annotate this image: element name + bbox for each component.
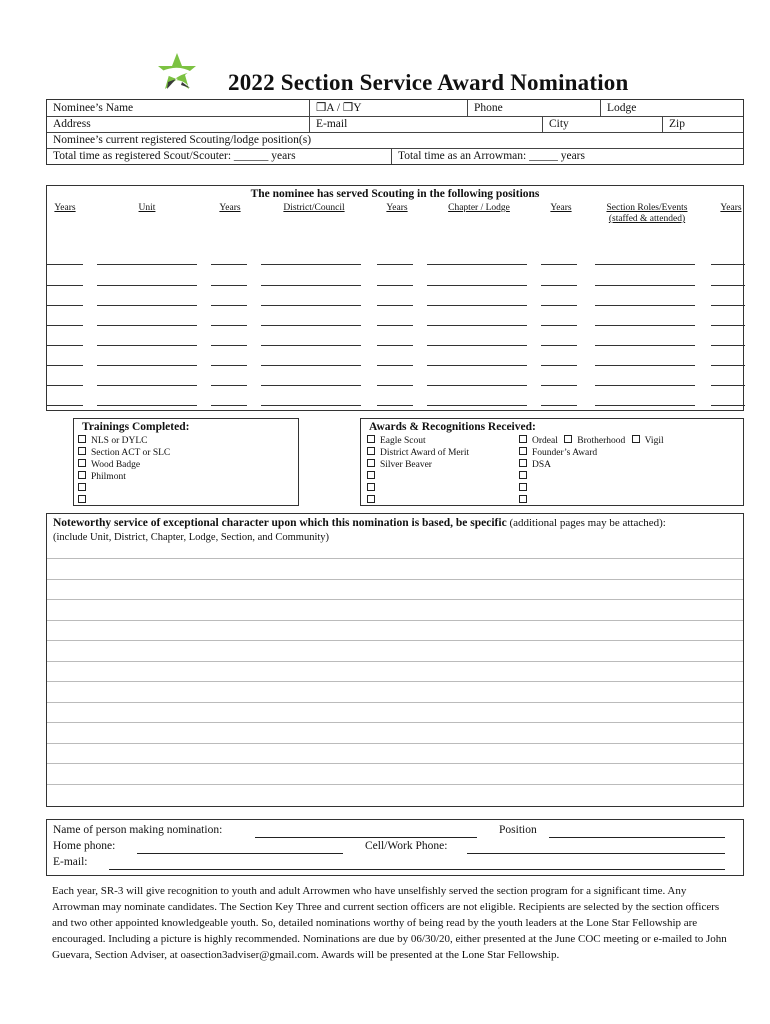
position-entry-line[interactable] — [541, 405, 577, 406]
position-entry-line[interactable] — [427, 405, 527, 406]
header-years-5: Years — [720, 203, 742, 213]
checkbox-icon — [78, 471, 86, 479]
writing-line — [47, 702, 743, 703]
checkbox-icon — [78, 483, 86, 491]
position-entry-line[interactable] — [711, 325, 745, 326]
position-entry-line[interactable] — [595, 285, 695, 286]
time-arrowman-field[interactable]: Total time as an Arrowman: _____ years — [391, 148, 743, 164]
position-entry-line[interactable] — [47, 345, 83, 346]
position-entry-line[interactable] — [211, 285, 247, 286]
position-entry-line[interactable] — [211, 365, 247, 366]
position-entry-line[interactable] — [261, 385, 361, 386]
position-entry-line[interactable] — [541, 325, 577, 326]
position-entry-line[interactable] — [377, 264, 413, 265]
writing-line — [47, 661, 743, 662]
checkbox-icon — [78, 459, 86, 467]
noteworthy-subheading: (include Unit, District, Chapter, Lodge, Section, and Community) — [53, 532, 330, 543]
writing-line — [47, 599, 743, 600]
position-entry-line[interactable] — [97, 405, 197, 406]
award-checkbox-blank-5[interactable] — [519, 483, 532, 495]
checkbox-icon — [367, 459, 375, 467]
position-entry-line[interactable] — [47, 365, 83, 366]
noteworthy-service-box[interactable] — [46, 513, 744, 807]
header-chapter-lodge: Chapter / Lodge — [448, 203, 510, 213]
home-phone-field[interactable] — [137, 853, 343, 854]
header-unit: Unit — [138, 203, 156, 213]
writing-line — [47, 743, 743, 744]
positions-title: The nominee has served Scouting in the following positions — [250, 188, 540, 200]
position-entry-line[interactable] — [541, 264, 577, 265]
phone-field[interactable]: Phone — [467, 100, 600, 116]
award-checkbox-blank-6[interactable] — [519, 495, 532, 507]
position-entry-line[interactable] — [711, 264, 745, 265]
nominator-email-field[interactable] — [109, 869, 725, 870]
award-checkbox-founders[interactable]: Founder’s Award — [519, 447, 597, 459]
training-checkbox-blank-2[interactable] — [78, 495, 91, 507]
position-entry-line[interactable] — [595, 325, 695, 326]
home-phone-label: Home phone: — [53, 840, 116, 852]
position-entry-line[interactable] — [47, 305, 83, 306]
award-checkbox-silver-beaver[interactable]: Silver Beaver — [367, 459, 432, 471]
position-entry-line[interactable] — [261, 345, 361, 346]
position-entry-line[interactable] — [261, 405, 361, 406]
writing-line — [47, 620, 743, 621]
positions-table — [46, 185, 744, 411]
position-entry-line[interactable] — [427, 385, 527, 386]
writing-line — [47, 681, 743, 682]
position-entry-line[interactable] — [377, 385, 413, 386]
checkbox-icon — [519, 459, 527, 467]
position-entry-line[interactable] — [711, 285, 745, 286]
email-field[interactable]: E-mail — [309, 116, 542, 132]
position-entry-line[interactable] — [261, 365, 361, 366]
header-years-1: Years — [54, 203, 76, 213]
position-entry-line[interactable] — [711, 405, 745, 406]
position-entry-line[interactable] — [377, 365, 413, 366]
position-entry-line[interactable] — [595, 305, 695, 306]
position-entry-line[interactable] — [541, 365, 577, 366]
header-years-4: Years — [550, 203, 572, 213]
training-checkbox-nls[interactable]: NLS or DYLC — [78, 435, 147, 447]
position-entry-line[interactable] — [427, 285, 527, 286]
header-years-3: Years — [386, 203, 408, 213]
position-entry-line[interactable] — [595, 405, 695, 406]
position-entry-line[interactable] — [377, 325, 413, 326]
award-checkbox-blank-2[interactable] — [367, 483, 380, 495]
position-entry-line[interactable] — [377, 305, 413, 306]
position-entry-line[interactable] — [711, 365, 745, 366]
nominator-name-label: Name of person making nomination: — [53, 824, 223, 836]
checkbox-icon[interactable] — [632, 435, 640, 443]
writing-line — [47, 784, 743, 785]
training-checkbox-act[interactable]: Section ACT or SLC — [78, 447, 170, 459]
checkbox-icon — [367, 471, 375, 479]
checkbox-icon — [519, 483, 527, 491]
position-entry-line[interactable] — [211, 345, 247, 346]
star-logo-icon — [154, 52, 200, 94]
checkbox-icon — [519, 471, 527, 479]
position-entry-line[interactable] — [97, 365, 197, 366]
position-entry-line[interactable] — [261, 264, 361, 265]
position-entry-line[interactable] — [427, 345, 527, 346]
position-entry-line[interactable] — [427, 305, 527, 306]
position-entry-line[interactable] — [47, 285, 83, 286]
trainings-box — [73, 418, 299, 506]
writing-line — [47, 763, 743, 764]
training-checkbox-woodbadge[interactable]: Wood Badge — [78, 459, 140, 471]
nominator-email-label: E-mail: — [53, 856, 88, 868]
award-checkbox-blank-1[interactable] — [367, 471, 380, 483]
position-entry-line[interactable] — [595, 345, 695, 346]
checkbox-icon — [519, 447, 527, 455]
awards-box — [360, 418, 744, 506]
position-entry-line[interactable] — [377, 285, 413, 286]
position-entry-line[interactable] — [47, 405, 83, 406]
position-entry-line[interactable] — [595, 385, 695, 386]
nominee-info-table — [46, 99, 744, 165]
checkbox-icon — [367, 483, 375, 491]
checkbox-icon — [78, 495, 86, 503]
nominator-name-field[interactable] — [255, 837, 477, 838]
writing-line — [47, 558, 743, 559]
checkbox-icon[interactable] — [564, 435, 572, 443]
writing-line — [47, 579, 743, 580]
position-entry-line[interactable] — [541, 385, 577, 386]
position-entry-line[interactable] — [427, 325, 527, 326]
award-checkbox-ordeal-row[interactable]: Ordeal Brotherhood Vigil — [519, 435, 664, 447]
checkbox-icon — [519, 495, 527, 503]
position-entry-line[interactable] — [211, 264, 247, 265]
position-entry-line[interactable] — [541, 345, 577, 346]
header-district-council: District/Council — [283, 203, 345, 213]
position-entry-line[interactable] — [711, 385, 745, 386]
nominator-position-field[interactable] — [549, 837, 725, 838]
position-entry-line[interactable] — [595, 365, 695, 366]
address-field[interactable]: Address — [53, 118, 91, 130]
header-years-2: Years — [219, 203, 241, 213]
position-entry-line[interactable] — [211, 325, 247, 326]
position-entry-line[interactable] — [377, 345, 413, 346]
lodge-field[interactable]: Lodge — [600, 100, 743, 116]
position-entry-line[interactable] — [47, 325, 83, 326]
position-entry-line[interactable] — [97, 285, 197, 286]
nominee-name-field[interactable]: Nominee’s Name — [53, 102, 134, 114]
position-entry-line[interactable] — [541, 285, 577, 286]
page-title: 2022 Section Service Award Nomination — [228, 70, 629, 95]
position-entry-line[interactable] — [211, 405, 247, 406]
cell-phone-label: Cell/Work Phone: — [365, 840, 448, 852]
checkbox-icon — [78, 447, 86, 455]
time-scout-field[interactable]: Total time as registered Scout/Scouter: ______ years — [53, 150, 296, 162]
award-checkbox-blank-4[interactable] — [519, 471, 532, 483]
position-entry-line[interactable] — [97, 325, 197, 326]
position-entry-line[interactable] — [211, 305, 247, 306]
position-entry-line[interactable] — [261, 305, 361, 306]
position-entry-line[interactable] — [97, 305, 197, 306]
trainings-title: Trainings Completed: — [82, 421, 190, 433]
adult-youth-checkbox[interactable]: ❒A / ❒Y — [309, 100, 467, 116]
award-checkbox-dsa[interactable]: DSA — [519, 459, 551, 471]
position-entry-line[interactable] — [97, 385, 197, 386]
position-entry-line[interactable] — [711, 305, 745, 306]
noteworthy-heading: Noteworthy service of exceptional character upon which this nomination is based, be specific (additional pages may be attached): — [53, 517, 666, 529]
nominator-position-label: Position — [499, 824, 537, 836]
nominator-box — [46, 819, 744, 876]
award-checkbox-dam[interactable]: District Award of Merit — [367, 447, 469, 459]
position-entry-line[interactable] — [377, 405, 413, 406]
awards-title: Awards & Recognitions Received: — [369, 421, 536, 433]
training-checkbox-blank-1[interactable] — [78, 483, 91, 495]
position-entry-line[interactable] — [595, 264, 695, 265]
position-entry-line[interactable] — [47, 385, 83, 386]
checkbox-icon — [367, 495, 375, 503]
position-entry-line[interactable] — [97, 264, 197, 265]
position-entry-line[interactable] — [97, 345, 197, 346]
header-section-roles: Section Roles/Events (staffed & attended) — [606, 203, 688, 224]
checkbox-icon — [367, 447, 375, 455]
position-entry-line[interactable] — [541, 305, 577, 306]
zip-field[interactable]: Zip — [662, 116, 743, 132]
cell-phone-field[interactable] — [467, 853, 725, 854]
position-entry-line[interactable] — [427, 365, 527, 366]
position-entry-line[interactable] — [261, 285, 361, 286]
checkbox-icon — [78, 435, 86, 443]
checkbox-icon — [519, 435, 527, 443]
footer-paragraph: Each year, SR-3 will give recognition to youth and adult Arrowmen who have unselfishly served the section program for a significant time. Any Arrowman may nominate candidates. The Section Key Three and current section officers are not eligible. Recipients are selected by the section officers and two other appointed knowledgeable youth. So, detailed nominations worthy of being read by the youth leaders at the Lone Star Fellowship are encouraged. Including a picture is highly recommended. Nominations are due by 06/30/20, either presented at the June COC meeting or e-mailed to John Guevara, Section Adviser, at oasection3adviser@gmail.com. Awards will be presented at the Lone Star Fellowship. — [52, 885, 727, 961]
award-checkbox-eagle[interactable]: Eagle Scout — [367, 435, 426, 447]
city-field[interactable]: City — [542, 116, 662, 132]
position-entry-line[interactable] — [211, 385, 247, 386]
position-entry-line[interactable] — [711, 345, 745, 346]
position-entry-line[interactable] — [47, 264, 83, 265]
award-checkbox-blank-3[interactable] — [367, 495, 380, 507]
position-entry-line[interactable] — [261, 325, 361, 326]
writing-line — [47, 640, 743, 641]
writing-line — [47, 722, 743, 723]
checkbox-icon — [367, 435, 375, 443]
current-position-field[interactable]: Nominee’s current registered Scouting/lodge position(s) — [53, 134, 312, 146]
position-entry-line[interactable] — [427, 264, 527, 265]
training-checkbox-philmont[interactable]: Philmont — [78, 471, 126, 483]
